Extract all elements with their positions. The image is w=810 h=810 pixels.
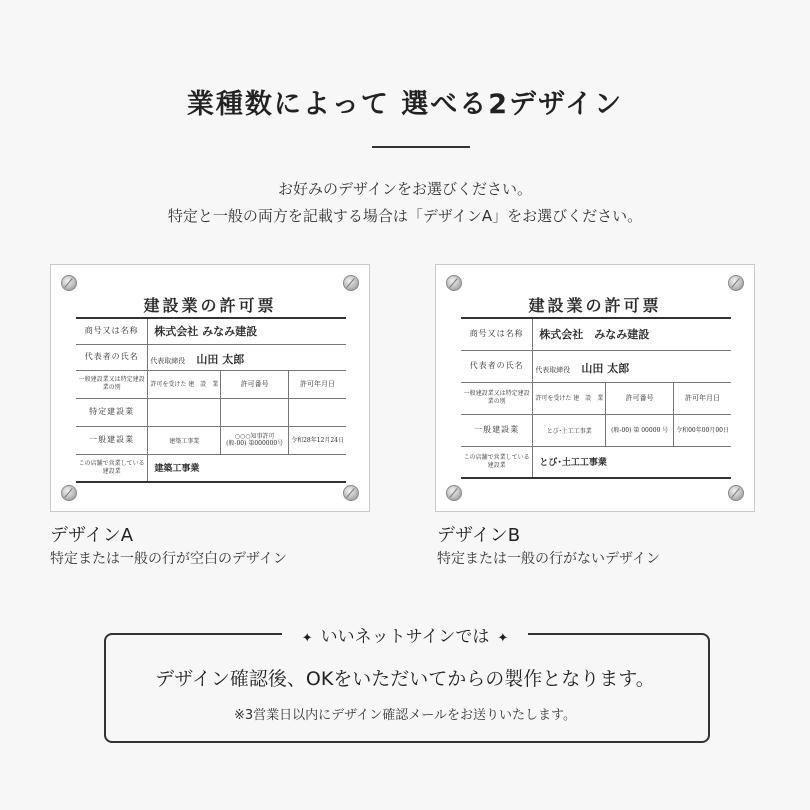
design-a-plate — [50, 264, 370, 512]
intro-line-1: お好みのデザインをお選びください。 — [278, 180, 532, 198]
ippan-number — [221, 426, 289, 454]
company-label: 商号又は名称 — [461, 318, 533, 350]
design-a-title: デザインA — [50, 525, 134, 546]
headline-underline — [372, 146, 470, 148]
ippan-label: 一般建設業 — [76, 426, 148, 454]
ippan-business: とび･土工工事業 — [533, 414, 606, 446]
design-b-plate — [435, 264, 755, 512]
design-b-description: 特定または一般の行がないデザイン — [437, 551, 661, 567]
screw-icon — [728, 275, 744, 291]
notice-note-text: ※3営業日以内にデザイン確認メールをお送りいたします。 — [234, 708, 576, 723]
screw-icon — [61, 485, 77, 501]
permitted-business-header: 許可を受けた 建 設 業 — [533, 382, 606, 414]
permit-number-header: 許可番号 — [606, 382, 674, 414]
ippan-number-value: (般-00) 第000000号 — [226, 440, 284, 447]
representative-value — [148, 344, 346, 370]
representative-role: 代表取締役 — [535, 365, 571, 374]
screw-icon — [446, 275, 462, 291]
ippan-date: 令和00年00月00日 — [674, 414, 731, 446]
representative-role: 代表取締役 — [150, 356, 186, 365]
tokutei-number-cell — [221, 398, 289, 426]
plate-title: 建設業の許可票 — [143, 296, 277, 315]
representative-label: 代表者の氏名 — [461, 350, 533, 382]
ippan-business: 建築工事業 — [148, 426, 221, 454]
ippan-label: 一般建設業 — [461, 414, 533, 446]
notice-heading-text: いいネットサインでは — [320, 627, 490, 647]
screw-icon — [446, 485, 462, 501]
screw-icon — [728, 485, 744, 501]
ippan-number: (般-00) 第 00000 号 — [606, 414, 674, 446]
permit-date-header: 許可年月日 — [289, 370, 346, 398]
ippan-number-authority: ○○○知事許可 — [234, 433, 275, 440]
tokutei-date-cell — [289, 398, 346, 426]
screw-icon — [61, 275, 77, 291]
design-a-description: 特定または一般の行が空白のデザイン — [50, 551, 288, 567]
sparkle-star-icon: ✦ — [497, 631, 509, 646]
screw-icon — [343, 485, 359, 501]
store-business-value: とび･土工工事業 — [533, 446, 731, 478]
representative-name: 山田 太郎 — [581, 361, 630, 375]
representative-name: 山田 太郎 — [196, 352, 245, 366]
permit-table — [461, 317, 731, 479]
permit-table — [76, 317, 346, 483]
notice-heading — [0, 622, 810, 647]
company-label: 商号又は名称 — [76, 318, 148, 344]
store-business-label: この店舗で営業している建設業 — [78, 459, 145, 475]
intro-text — [0, 176, 810, 230]
screw-icon — [343, 275, 359, 291]
representative-label: 代表者の氏名 — [76, 344, 148, 370]
category-header-label: 一般建設業又は特定建設業の別 — [76, 370, 148, 398]
permit-number-header: 許可番号 — [221, 370, 289, 398]
category-header-label: 一般建設業又は特定建設業の別 — [461, 382, 533, 414]
company-value: 株式会社 みなみ建設 — [533, 318, 731, 350]
design-b-title: デザインB — [437, 525, 521, 546]
page-headline: 業種数によって 選べる2デザイン — [186, 89, 624, 120]
store-business-value: 建築工事業 — [148, 454, 346, 482]
sparkle-star-icon: ✦ — [301, 631, 313, 646]
notice-main-text: デザイン確認後、OKをいただいてからの製作となります。 — [155, 668, 655, 690]
intro-line-2: 特定と一般の両方を記載する場合は「デザインA」をお選びください。 — [167, 207, 643, 225]
ippan-date: 令和28年12月24日 — [289, 426, 346, 454]
representative-value — [533, 350, 731, 382]
permitted-business-header: 許可を受けた 建 設 業 — [148, 370, 221, 398]
permit-date-header: 許可年月日 — [674, 382, 731, 414]
company-value: 株式会社 みなみ建設 — [148, 318, 346, 344]
store-business-label: この店舗で営業している建設業 — [463, 453, 530, 469]
tokutei-label: 特定建設業 — [76, 398, 148, 426]
tokutei-business-cell — [148, 398, 221, 426]
plate-title: 建設業の許可票 — [528, 296, 662, 315]
